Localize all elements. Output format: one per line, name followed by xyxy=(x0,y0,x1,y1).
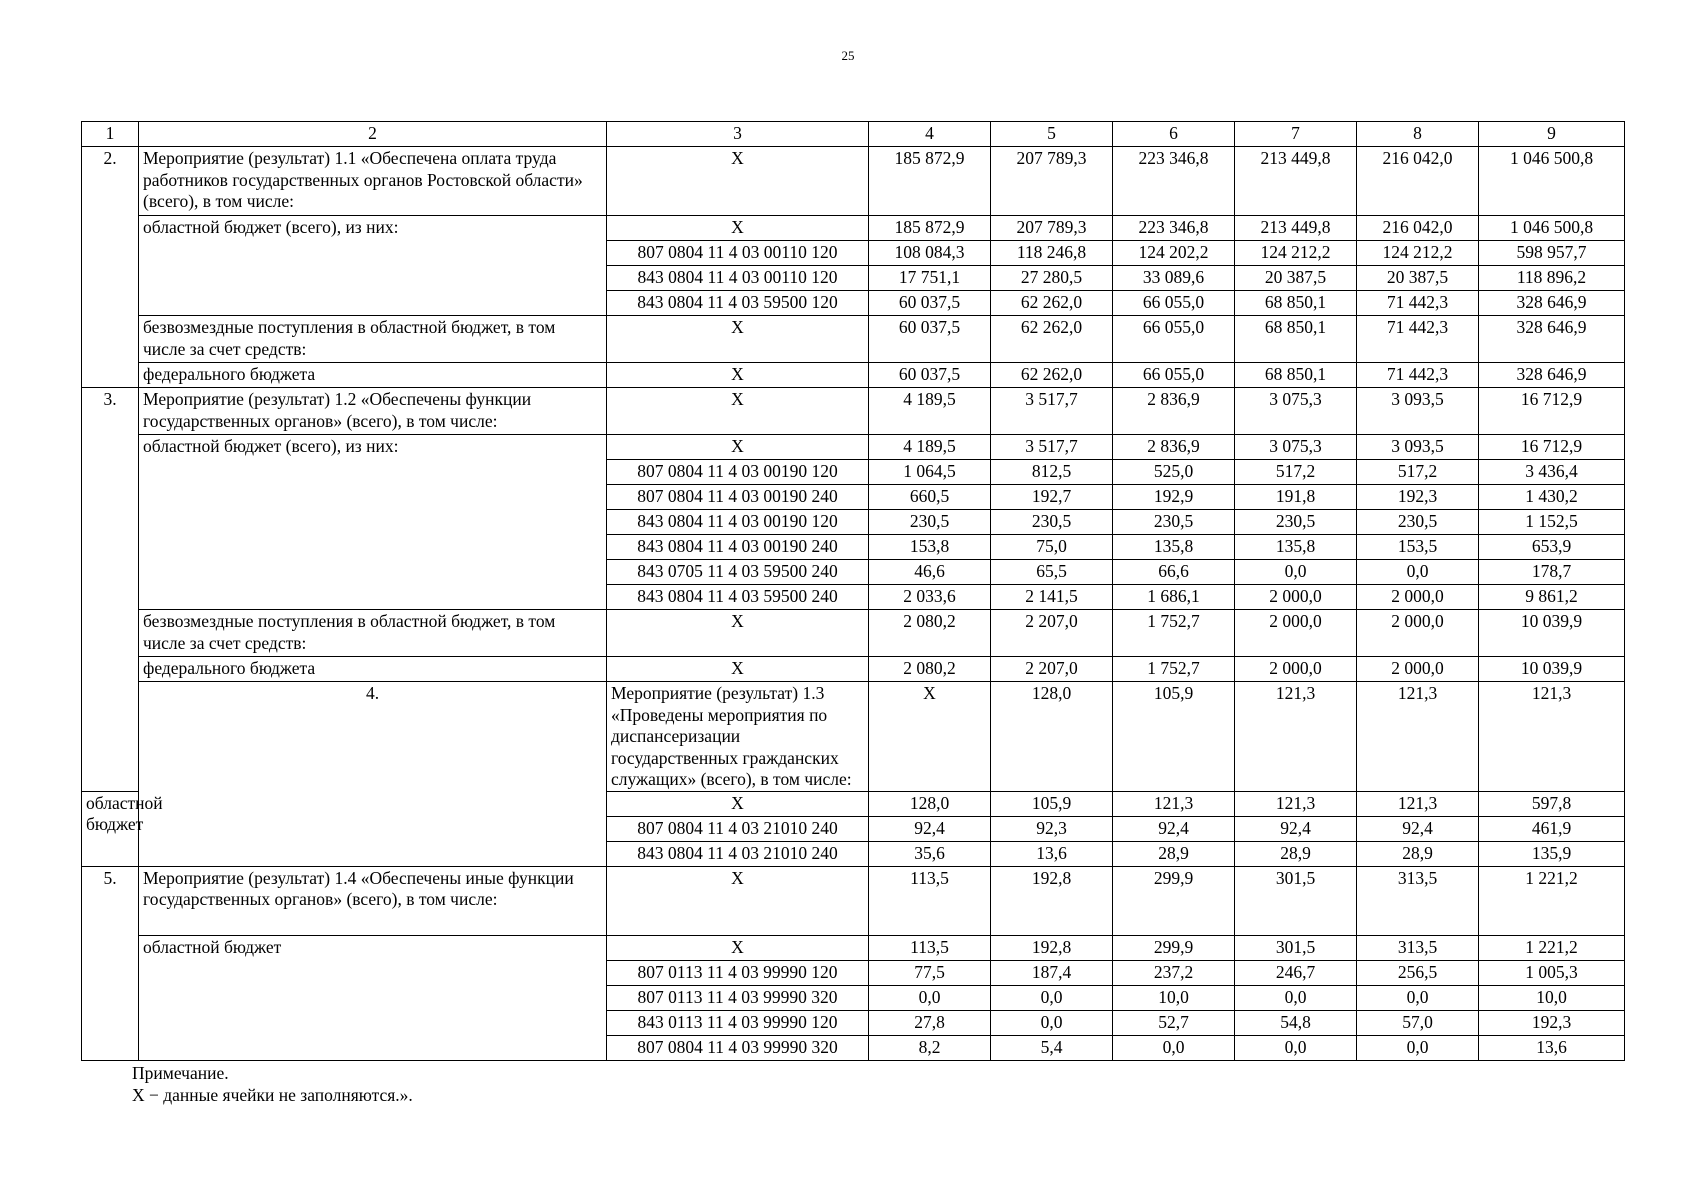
year-value-cell: 33 089,6 xyxy=(1113,266,1235,291)
year-value-cell: 54,8 xyxy=(1235,1010,1357,1035)
year-value-cell: 216 042,0 xyxy=(1357,147,1479,216)
total-value-cell: 1 005,3 xyxy=(1479,960,1625,985)
year-value-cell: 62 262,0 xyxy=(991,363,1113,388)
total-value-cell: 16 712,9 xyxy=(1479,435,1625,460)
year-value-cell: 10,0 xyxy=(1113,985,1235,1010)
table-row xyxy=(82,866,1625,935)
year-value-cell: 66,6 xyxy=(1113,560,1235,585)
year-value-cell: 66 055,0 xyxy=(1113,363,1235,388)
year-value-cell: 66 055,0 xyxy=(1113,291,1235,316)
description-cell: областной бюджет (всего), из них: xyxy=(139,435,607,610)
year-value-cell: 517,2 xyxy=(1357,460,1479,485)
table-row xyxy=(82,657,1625,682)
year-value-cell: 28,9 xyxy=(1235,841,1357,866)
total-value-cell: 13,6 xyxy=(1479,1035,1625,1060)
description-cell: федерального бюджета xyxy=(139,657,607,682)
year-value-cell: 68 850,1 xyxy=(1235,291,1357,316)
year-value-cell: 62 262,0 xyxy=(991,291,1113,316)
budget-code-cell: 843 0705 11 4 03 59500 240 xyxy=(607,560,869,585)
description-cell: областной бюджет xyxy=(139,935,607,1060)
year-value-cell: 230,5 xyxy=(991,510,1113,535)
year-value-cell: 2 080,2 xyxy=(869,657,991,682)
column-header: 6 xyxy=(1113,122,1235,147)
year-value-cell: 3 075,3 xyxy=(1235,435,1357,460)
budget-code-cell: 843 0113 11 4 03 99990 120 xyxy=(607,1010,869,1035)
year-value-cell: 71 442,3 xyxy=(1357,291,1479,316)
year-value-cell: 27 280,5 xyxy=(991,266,1113,291)
total-value-cell: 598 957,7 xyxy=(1479,241,1625,266)
year-value-cell: 230,5 xyxy=(1235,510,1357,535)
year-value-cell: 230,5 xyxy=(1357,510,1479,535)
year-value-cell: 71 442,3 xyxy=(1357,316,1479,363)
year-value-cell: 27,8 xyxy=(869,1010,991,1035)
year-value-cell: 2 207,0 xyxy=(991,657,1113,682)
year-value-cell: 17 751,1 xyxy=(869,266,991,291)
total-value-cell: 1 046 500,8 xyxy=(1479,147,1625,216)
year-value-cell: 1 064,5 xyxy=(869,460,991,485)
year-value-cell: 237,2 xyxy=(1113,960,1235,985)
budget-code-cell: Х xyxy=(607,316,869,363)
budget-code-cell: 807 0804 11 4 03 00190 240 xyxy=(607,485,869,510)
budget-code-cell: 843 0804 11 4 03 00190 240 xyxy=(607,535,869,560)
year-value-cell: 216 042,0 xyxy=(1357,216,1479,241)
year-value-cell: 1 752,7 xyxy=(1113,657,1235,682)
total-value-cell: 1 221,2 xyxy=(1479,935,1625,960)
table-row xyxy=(82,147,1625,216)
year-value-cell: 0,0 xyxy=(991,985,1113,1010)
year-value-cell: 299,9 xyxy=(1113,935,1235,960)
year-value-cell: 75,0 xyxy=(991,535,1113,560)
year-value-cell: 256,5 xyxy=(1357,960,1479,985)
total-value-cell: 192,3 xyxy=(1479,1010,1625,1035)
budget-code-cell: Х xyxy=(607,435,869,460)
table-row xyxy=(82,610,1625,657)
year-value-cell: 68 850,1 xyxy=(1235,363,1357,388)
budget-code-cell: 843 0804 11 4 03 59500 240 xyxy=(607,585,869,610)
year-value-cell: 124 212,2 xyxy=(1357,241,1479,266)
description-cell: федерального бюджета xyxy=(139,363,607,388)
year-value-cell: 3 093,5 xyxy=(1357,388,1479,435)
year-value-cell: 20 387,5 xyxy=(1235,266,1357,291)
year-value-cell: 2 141,5 xyxy=(991,585,1113,610)
year-value-cell: 2 000,0 xyxy=(1235,657,1357,682)
year-value-cell: 192,8 xyxy=(991,935,1113,960)
column-header: 1 xyxy=(82,122,139,147)
year-value-cell: 121,3 xyxy=(1479,682,1625,792)
year-value-cell: 68 850,1 xyxy=(1235,316,1357,363)
total-value-cell: 653,9 xyxy=(1479,535,1625,560)
table-row xyxy=(82,935,1625,960)
year-value-cell: 3 517,7 xyxy=(991,435,1113,460)
total-value-cell: 10 039,9 xyxy=(1479,610,1625,657)
description-cell: Мероприятие (результат) 1.1 «Обеспечена оплата труда работников государственных органов Ростовской области» (всего), в том числе: xyxy=(139,147,607,216)
year-value-cell: 121,3 xyxy=(1357,682,1479,792)
budget-code-cell: Х xyxy=(607,216,869,241)
year-value-cell: 0,0 xyxy=(1235,560,1357,585)
total-value-cell: 1 152,5 xyxy=(1479,510,1625,535)
budget-code-cell: 843 0804 11 4 03 00110 120 xyxy=(607,266,869,291)
budget-code-cell: Х xyxy=(869,682,991,792)
total-value-cell: 178,7 xyxy=(1479,560,1625,585)
year-value-cell: 2 000,0 xyxy=(1357,610,1479,657)
total-value-cell: 328 646,9 xyxy=(1479,316,1625,363)
total-value-cell: 1 430,2 xyxy=(1479,485,1625,510)
year-value-cell: 313,5 xyxy=(1357,866,1479,935)
year-value-cell: 28,9 xyxy=(1357,841,1479,866)
year-value-cell: 1 686,1 xyxy=(1113,585,1235,610)
year-value-cell: 812,5 xyxy=(991,460,1113,485)
table-row xyxy=(82,388,1625,435)
budget-code-cell: Х xyxy=(607,147,869,216)
year-value-cell: 60 037,5 xyxy=(869,291,991,316)
year-value-cell: 153,5 xyxy=(1357,535,1479,560)
year-value-cell: 230,5 xyxy=(869,510,991,535)
year-value-cell: 92,3 xyxy=(991,816,1113,841)
year-value-cell: 2 836,9 xyxy=(1113,435,1235,460)
total-value-cell: 1 046 500,8 xyxy=(1479,216,1625,241)
year-value-cell: 301,5 xyxy=(1235,866,1357,935)
budget-code-cell: 843 0804 11 4 03 59500 120 xyxy=(607,291,869,316)
year-value-cell: 2 080,2 xyxy=(869,610,991,657)
footnote xyxy=(132,1062,413,1106)
year-value-cell: 121,3 xyxy=(1113,791,1235,816)
year-value-cell: 517,2 xyxy=(1235,460,1357,485)
year-value-cell: 4 189,5 xyxy=(869,388,991,435)
year-value-cell: 0,0 xyxy=(1113,1035,1235,1060)
year-value-cell: 108 084,3 xyxy=(869,241,991,266)
year-value-cell: 0,0 xyxy=(991,1010,1113,1035)
budget-code-cell: 807 0113 11 4 03 99990 120 xyxy=(607,960,869,985)
year-value-cell: 2 000,0 xyxy=(1357,585,1479,610)
year-value-cell: 62 262,0 xyxy=(991,316,1113,363)
year-value-cell: 113,5 xyxy=(869,866,991,935)
total-value-cell: 597,8 xyxy=(1479,791,1625,816)
table-row xyxy=(82,216,1625,241)
year-value-cell: 3 093,5 xyxy=(1357,435,1479,460)
year-value-cell: 2 000,0 xyxy=(1235,585,1357,610)
year-value-cell: 46,6 xyxy=(869,560,991,585)
row-number-cell: 4. xyxy=(139,682,607,867)
year-value-cell: 2 000,0 xyxy=(1235,610,1357,657)
year-value-cell: 192,8 xyxy=(991,866,1113,935)
total-value-cell: 10 039,9 xyxy=(1479,657,1625,682)
year-value-cell: 128,0 xyxy=(991,682,1113,792)
year-value-cell: 246,7 xyxy=(1235,960,1357,985)
year-value-cell: 71 442,3 xyxy=(1357,363,1479,388)
budget-table xyxy=(81,121,1625,1061)
year-value-cell: 60 037,5 xyxy=(869,363,991,388)
footnote-text: Х − данные ячейки не заполняются.». xyxy=(132,1085,413,1105)
total-value-cell: 9 861,2 xyxy=(1479,585,1625,610)
year-value-cell: 135,8 xyxy=(1113,535,1235,560)
year-value-cell: 230,5 xyxy=(1113,510,1235,535)
row-number-cell: 2. xyxy=(82,147,139,388)
year-value-cell: 121,3 xyxy=(1235,682,1357,792)
year-value-cell: 0,0 xyxy=(1235,985,1357,1010)
budget-code-cell: 843 0804 11 4 03 21010 240 xyxy=(607,841,869,866)
row-number-cell: 3. xyxy=(82,388,139,792)
year-value-cell: 92,4 xyxy=(1113,816,1235,841)
year-value-cell: 13,6 xyxy=(991,841,1113,866)
total-value-cell: 10,0 xyxy=(1479,985,1625,1010)
budget-code-cell: 807 0804 11 4 03 99990 320 xyxy=(607,1035,869,1060)
year-value-cell: 185 872,9 xyxy=(869,216,991,241)
year-value-cell: 105,9 xyxy=(991,791,1113,816)
year-value-cell: 301,5 xyxy=(1235,935,1357,960)
column-header: 5 xyxy=(991,122,1113,147)
year-value-cell: 191,8 xyxy=(1235,485,1357,510)
year-value-cell: 135,8 xyxy=(1235,535,1357,560)
table-row xyxy=(82,435,1625,460)
budget-code-cell: Х xyxy=(607,866,869,935)
year-value-cell: 8,2 xyxy=(869,1035,991,1060)
total-value-cell: 16 712,9 xyxy=(1479,388,1625,435)
budget-code-cell: 807 0804 11 4 03 00110 120 xyxy=(607,241,869,266)
total-value-cell: 461,9 xyxy=(1479,816,1625,841)
year-value-cell: 77,5 xyxy=(869,960,991,985)
year-value-cell: 5,4 xyxy=(991,1035,1113,1060)
year-value-cell: 660,5 xyxy=(869,485,991,510)
year-value-cell: 207 789,3 xyxy=(991,216,1113,241)
budget-code-cell: 843 0804 11 4 03 00190 120 xyxy=(607,510,869,535)
year-value-cell: 192,9 xyxy=(1113,485,1235,510)
year-value-cell: 118 246,8 xyxy=(991,241,1113,266)
description-cell: Мероприятие (результат) 1.3 «Проведены мероприятия по диспансеризации государственных гражданских служащих» (всего), в том числе: xyxy=(607,682,869,792)
budget-code-cell: 807 0804 11 4 03 21010 240 xyxy=(607,816,869,841)
description-cell: Мероприятие (результат) 1.4 «Обеспечены иные функции государственных органов» (всего), в том числе: xyxy=(139,866,607,935)
year-value-cell: 0,0 xyxy=(1357,985,1479,1010)
year-value-cell: 0,0 xyxy=(1357,560,1479,585)
year-value-cell: 0,0 xyxy=(869,985,991,1010)
table-row xyxy=(82,682,1625,792)
year-value-cell: 28,9 xyxy=(1113,841,1235,866)
year-value-cell: 20 387,5 xyxy=(1357,266,1479,291)
total-value-cell: 328 646,9 xyxy=(1479,363,1625,388)
year-value-cell: 2 836,9 xyxy=(1113,388,1235,435)
column-header: 9 xyxy=(1479,122,1625,147)
column-header: 8 xyxy=(1357,122,1479,147)
year-value-cell: 57,0 xyxy=(1357,1010,1479,1035)
year-value-cell: 192,7 xyxy=(991,485,1113,510)
year-value-cell: 52,7 xyxy=(1113,1010,1235,1035)
year-value-cell: 187,4 xyxy=(991,960,1113,985)
row-number-cell: 5. xyxy=(82,866,139,1060)
budget-code-cell: 807 0804 11 4 03 00190 120 xyxy=(607,460,869,485)
total-value-cell: 135,9 xyxy=(1479,841,1625,866)
year-value-cell: 299,9 xyxy=(1113,866,1235,935)
year-value-cell: 128,0 xyxy=(869,791,991,816)
header-row xyxy=(82,122,1625,147)
total-value-cell: 3 436,4 xyxy=(1479,460,1625,485)
description-cell: безвозмездные поступления в областной бюджет, в том числе за счет средств: xyxy=(139,610,607,657)
year-value-cell: 3 075,3 xyxy=(1235,388,1357,435)
budget-code-cell: Х xyxy=(607,610,869,657)
year-value-cell: 192,3 xyxy=(1357,485,1479,510)
year-value-cell: 185 872,9 xyxy=(869,147,991,216)
year-value-cell: 2 000,0 xyxy=(1357,657,1479,682)
budget-code-cell: Х xyxy=(607,791,869,816)
description-cell: областной бюджет xyxy=(82,791,139,866)
budget-code-cell: Х xyxy=(607,388,869,435)
budget-code-cell: Х xyxy=(607,363,869,388)
total-value-cell: 118 896,2 xyxy=(1479,266,1625,291)
year-value-cell: 153,8 xyxy=(869,535,991,560)
year-value-cell: 121,3 xyxy=(1357,791,1479,816)
year-value-cell: 1 752,7 xyxy=(1113,610,1235,657)
year-value-cell: 92,4 xyxy=(869,816,991,841)
budget-code-cell: 807 0113 11 4 03 99990 320 xyxy=(607,985,869,1010)
year-value-cell: 92,4 xyxy=(1235,816,1357,841)
year-value-cell: 0,0 xyxy=(1357,1035,1479,1060)
year-value-cell: 92,4 xyxy=(1357,816,1479,841)
year-value-cell: 60 037,5 xyxy=(869,316,991,363)
column-header: 7 xyxy=(1235,122,1357,147)
year-value-cell: 65,5 xyxy=(991,560,1113,585)
column-header: 3 xyxy=(607,122,869,147)
total-value-cell: 328 646,9 xyxy=(1479,291,1625,316)
year-value-cell: 223 346,8 xyxy=(1113,216,1235,241)
column-header: 4 xyxy=(869,122,991,147)
description-cell: областной бюджет (всего), из них: xyxy=(139,216,607,316)
budget-code-cell: Х xyxy=(607,935,869,960)
year-value-cell: 213 449,8 xyxy=(1235,216,1357,241)
year-value-cell: 113,5 xyxy=(869,935,991,960)
page-number: 25 xyxy=(841,48,855,63)
year-value-cell: 35,6 xyxy=(869,841,991,866)
year-value-cell: 223 346,8 xyxy=(1113,147,1235,216)
year-value-cell: 207 789,3 xyxy=(991,147,1113,216)
year-value-cell: 2 033,6 xyxy=(869,585,991,610)
year-value-cell: 2 207,0 xyxy=(991,610,1113,657)
year-value-cell: 66 055,0 xyxy=(1113,316,1235,363)
table-row xyxy=(82,316,1625,363)
year-value-cell: 124 212,2 xyxy=(1235,241,1357,266)
year-value-cell: 124 202,2 xyxy=(1113,241,1235,266)
total-value-cell: 1 221,2 xyxy=(1479,866,1625,935)
year-value-cell: 121,3 xyxy=(1235,791,1357,816)
description-cell: Мероприятие (результат) 1.2 «Обеспечены функции государственных органов» (всего), в том числе: xyxy=(139,388,607,435)
table-row xyxy=(82,363,1625,388)
year-value-cell: 0,0 xyxy=(1235,1035,1357,1060)
description-cell: безвозмездные поступления в областной бюджет, в том числе за счет средств: xyxy=(139,316,607,363)
year-value-cell: 213 449,8 xyxy=(1235,147,1357,216)
year-value-cell: 105,9 xyxy=(1113,682,1235,792)
year-value-cell: 3 517,7 xyxy=(991,388,1113,435)
year-value-cell: 4 189,5 xyxy=(869,435,991,460)
year-value-cell: 313,5 xyxy=(1357,935,1479,960)
year-value-cell: 525,0 xyxy=(1113,460,1235,485)
budget-code-cell: Х xyxy=(607,657,869,682)
footnote-title: Примечание. xyxy=(132,1063,229,1083)
column-header: 2 xyxy=(139,122,607,147)
